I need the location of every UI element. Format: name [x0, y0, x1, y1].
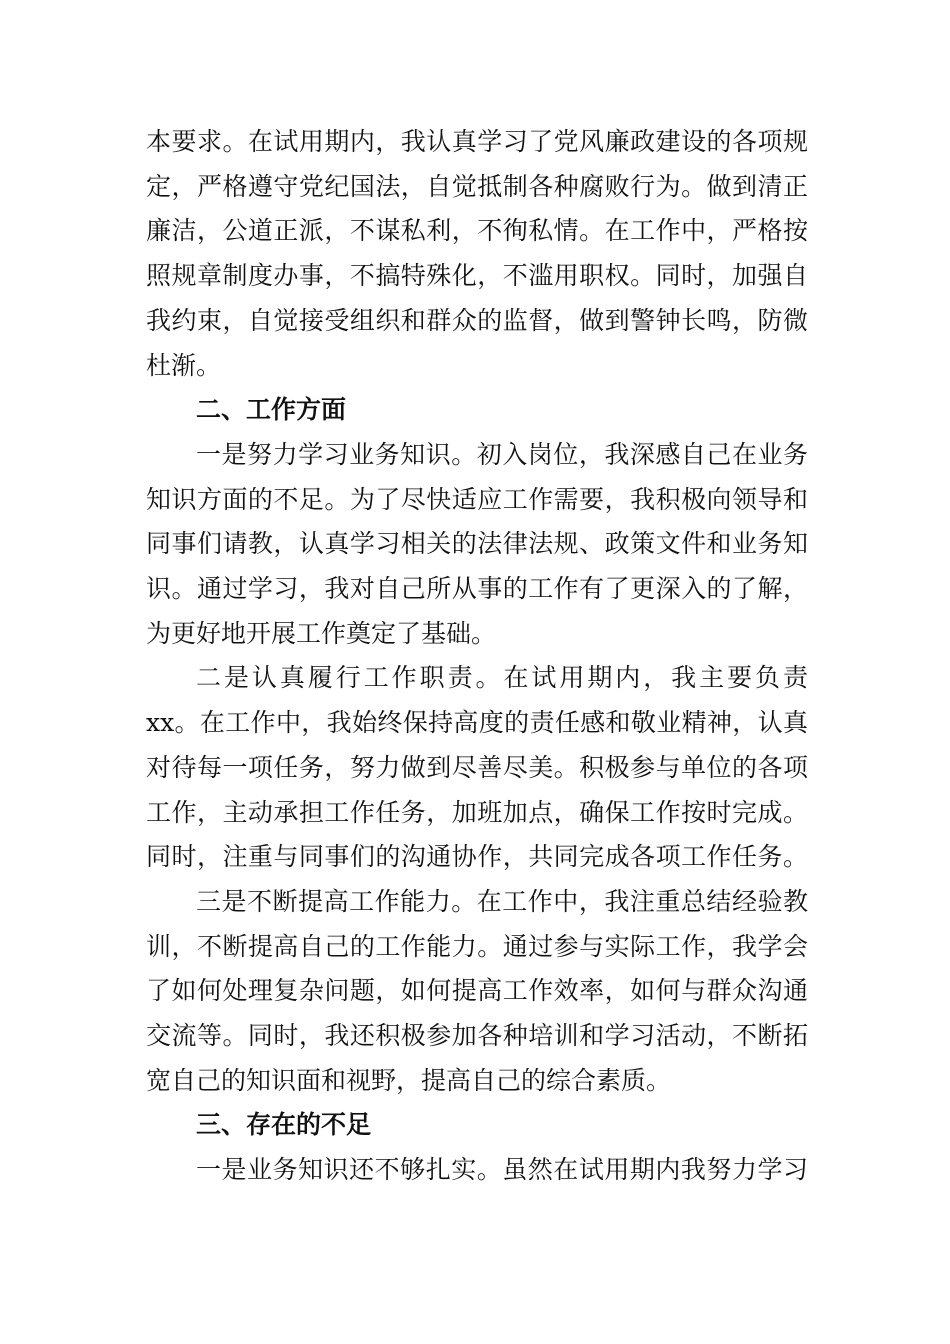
paragraph-ability — [146, 880, 808, 1104]
text-line: 一是努力学习业务知识。初入岗位，我深感自己在业务 — [196, 439, 808, 469]
document-body — [146, 120, 808, 1193]
text-line: 我约束，自觉接受组织和群众的监督，做到警钟长鸣，防微 — [146, 305, 808, 335]
text-line: 知识方面的不足。为了尽快适应工作需要，我积极向领导和 — [146, 484, 808, 514]
text-line: 对待每一项任务，努力做到尽善尽美。积极参与单位的各项 — [146, 752, 808, 782]
text-line: 工作，主动承担工作任务，加班加点，确保工作按时完成。 — [146, 797, 808, 827]
text-line: 一是业务知识还不够扎实。虽然在试用期内我努力学习 — [196, 1155, 808, 1185]
text-line: 交流等。同时，我还积极参加各种培训和学习活动，不断拓 — [146, 1021, 808, 1051]
text-line: 了如何处理复杂问题，如何提高工作效率，如何与群众沟通 — [146, 976, 808, 1006]
paragraph-continued — [146, 120, 808, 388]
text-line: 杜渐。 — [146, 350, 222, 380]
text-line: 三是不断提高工作能力。在工作中，我注重总结经验教 — [196, 886, 808, 916]
section-heading-work: 二、工作方面 — [196, 395, 347, 425]
text-line: 宽自己的知识面和视野，提高自己的综合素质。 — [146, 1065, 672, 1095]
text-line: 训，不断提高自己的工作能力。通过参与实际工作，我学会 — [146, 931, 808, 961]
text-line: 同事们请教，认真学习相关的法律法规、政策文件和业务知 — [146, 529, 808, 559]
paragraph-knowledge-gap — [146, 1148, 808, 1193]
text-line: 本要求。在试用期内，我认真学习了党风廉政建设的各项规 — [146, 127, 808, 156]
text-line: 定，严格遵守党纪国法，自觉抵制各种腐败行为。做到清正 — [146, 171, 808, 201]
text-line: 为更好地开展工作奠定了基础。 — [146, 618, 497, 648]
text-line: 照规章制度办事，不搞特殊化，不滥用职权。同时，加强自 — [146, 261, 808, 291]
text-line: 二是认真履行工作职责。在试用期内，我主要负责 — [196, 663, 808, 693]
text-line: 识。通过学习，我对自己所从事的工作有了更深入的了解， — [146, 574, 808, 604]
section-heading-shortcomings: 三、存在的不足 — [196, 1110, 372, 1140]
text-line: xx。在工作中，我始终保持高度的责任感和敬业精神，认真 — [146, 708, 808, 738]
text-line: 同时，注重与同事们的沟通协作，共同完成各项工作任务。 — [146, 842, 808, 872]
text-line: 廉洁，公道正派，不谋私利，不徇私情。在工作中，严格按 — [146, 216, 808, 246]
paragraph-duties — [146, 656, 808, 880]
paragraph-learning — [146, 433, 808, 657]
